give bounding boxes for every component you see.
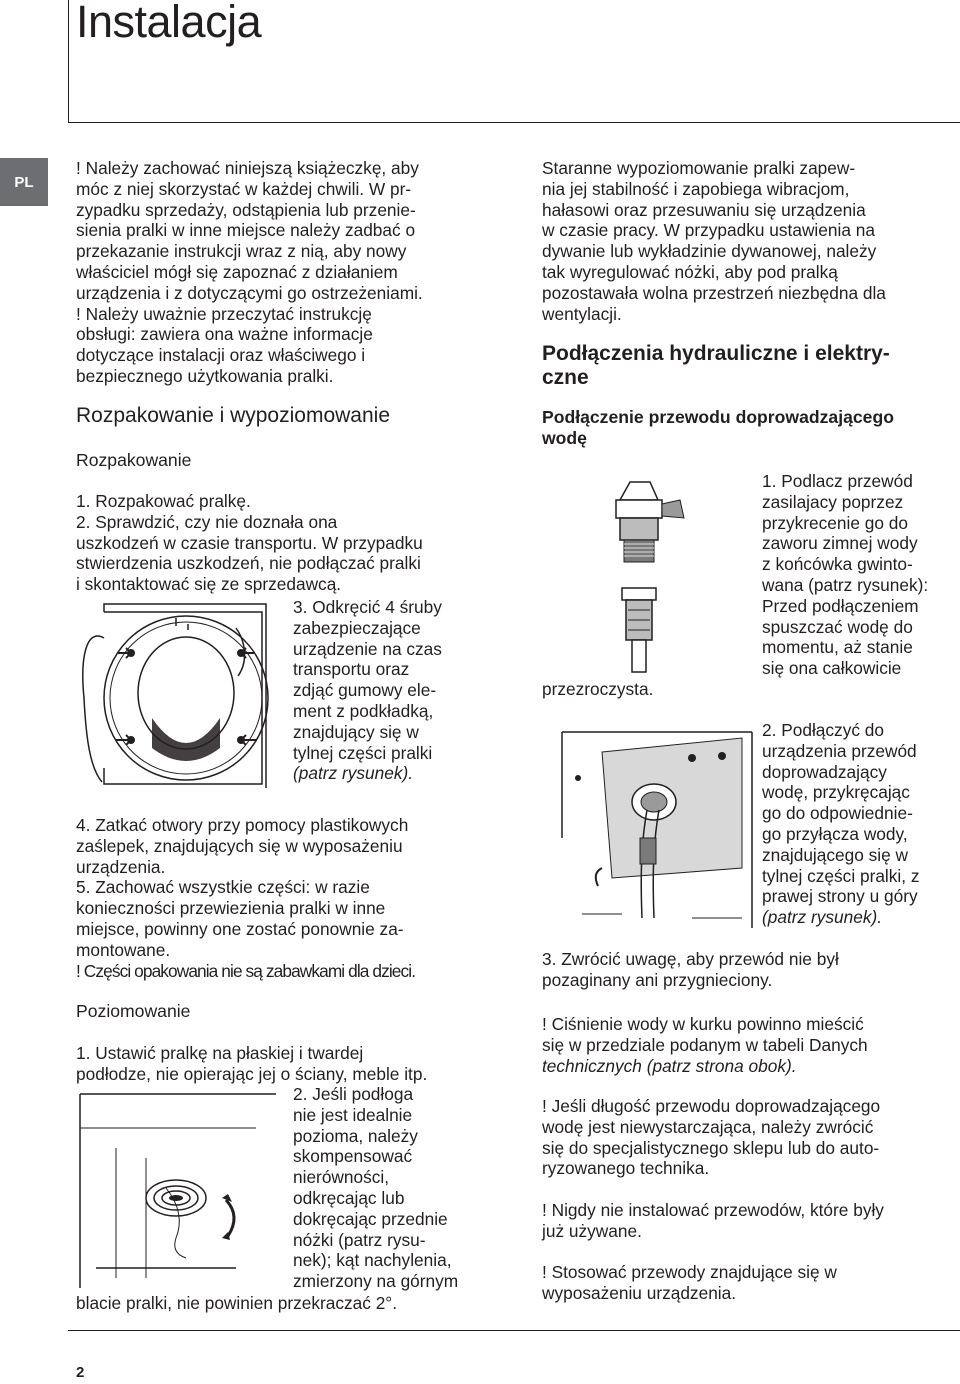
- text-line: nierówności,: [293, 1167, 390, 1188]
- text-line: konieczności przewiezienia pralki w inne: [76, 898, 386, 919]
- text-line: technicznych (patrz strona obok).: [542, 1055, 797, 1076]
- footer-rule: [68, 1330, 960, 1331]
- text-line: nie jest idealnie: [293, 1104, 413, 1125]
- text-line: wentylacji.: [542, 303, 622, 324]
- text-line: 4. Zatkać otwory przy pomocy plastikowych: [76, 815, 409, 835]
- text-line: pozaginany ani przygnieciony.: [542, 969, 773, 990]
- text-line: transportu oraz: [293, 659, 410, 680]
- level-step2-last-line: blacie pralki, nie powinien przekraczać 2°.: [76, 1293, 398, 1313]
- text-line: skompensować: [293, 1146, 413, 1167]
- text-line: urządzenia.: [76, 856, 166, 877]
- leveling-foot-illustration: [76, 1088, 286, 1293]
- hose-step1: [762, 471, 960, 679]
- text-line: z końcówka gwinto-: [762, 554, 913, 575]
- language-tab: PL: [0, 158, 48, 206]
- text-line: nek); kąt nachylenia,: [293, 1250, 452, 1271]
- text-line: ! Ciśnienie wody w kurku powinno mieścić: [542, 1014, 864, 1034]
- page-number: 2: [76, 1364, 85, 1381]
- text-line: 2. Sprawdzić, czy nie doznała ona: [76, 511, 338, 532]
- text-line: wyposażeniu urządzenia.: [542, 1282, 737, 1303]
- text-line: wodę, przykręcając: [762, 782, 910, 803]
- text-line: zaworu zimnej wody: [762, 533, 918, 554]
- text-line: 3. Zwrócić uwagę, aby przewód nie był: [542, 949, 839, 969]
- text-line: już używane.: [542, 1220, 642, 1241]
- heading-line: czne: [542, 366, 589, 389]
- page-title: Instalacja: [76, 0, 262, 47]
- heading-line: wodę: [542, 428, 587, 448]
- text-line: uszkodzeń w czasie transportu. W przypadku: [76, 532, 423, 553]
- text-line: 1. Rozpakować pralkę.: [76, 491, 251, 511]
- text-line: montowane.: [76, 939, 171, 960]
- subheading-level: Poziomowanie: [76, 1001, 191, 1021]
- text-line: Staranne wypoziomowanie pralki zapew-: [542, 158, 856, 178]
- text-line: (patrz rysunek).: [293, 763, 414, 784]
- text-line: ! Stosować przewody znajdujące się w: [542, 1262, 837, 1282]
- text-line: urządzenia przewód: [762, 740, 917, 761]
- text-line: ment z podkładką,: [293, 700, 434, 721]
- text-line: 1. Podlacz przewód: [762, 471, 913, 491]
- intro-text: [76, 158, 496, 387]
- text-line: nóżki (patrz rysu-: [293, 1229, 426, 1250]
- heading-line: Podłączenia hydrauliczne i elektry-: [542, 342, 890, 365]
- text-line: się w przedziale podanym w tabeli Danych: [542, 1034, 868, 1055]
- text-line: znajdujący się w: [293, 721, 419, 742]
- unpack-step3: [293, 597, 493, 784]
- text-line: momentu, aż stanie: [762, 637, 913, 658]
- tap-hose-illustration: [580, 464, 700, 674]
- text-line: go przyłącza wody,: [762, 823, 908, 844]
- warning-water-pressure: [542, 1014, 960, 1076]
- text-line: zdjąć gumowy ele-: [293, 680, 437, 701]
- hose-step1-last-line: przezroczysta.: [542, 679, 654, 699]
- text-line: zasilajacy poprzez: [762, 491, 904, 512]
- hose-step3: [542, 949, 960, 991]
- text-line: sienia pralki w inne miejsce należy zadbać o: [76, 220, 416, 241]
- text-line: zypadku sprzedaży, odstąpienia lub przenie-: [76, 199, 416, 220]
- section-heading-unpack-level: Rozpakowanie i wypoziomowanie: [76, 404, 390, 427]
- warning-supplied-hoses: [542, 1262, 960, 1304]
- text-line: ! Należy zachować niniejszą książeczkę, aby: [76, 158, 419, 178]
- text-line: znajdującego się w: [762, 844, 909, 865]
- text-line: spuszczać wodę do: [762, 616, 913, 637]
- text-line: 1. Ustawić pralkę na płaskiej i twardej: [76, 1043, 364, 1063]
- text-line: wana (patrz rysunek):: [762, 574, 929, 595]
- text-line: stwierdzenia uszkodzeń, nie podłączać pralki: [76, 553, 421, 574]
- text-line: ryzowanego technika.: [542, 1158, 710, 1179]
- text-line: móc z niej skorzystać w każdej chwili. W pr-: [76, 178, 412, 199]
- text-line: (patrz rysunek).: [762, 907, 883, 928]
- text-line: 5. Zachować wszystkie części: w razie: [76, 877, 370, 898]
- text-line: przykrecenie go do: [762, 512, 909, 533]
- warning-used-hoses: [542, 1200, 960, 1242]
- text-line: hałasowi oraz przesuwaniu się urządzenia: [542, 199, 866, 220]
- text-line: prawej strony u góry: [762, 886, 918, 907]
- heading-line: Podłączenie przewodu doprowadzającego: [542, 407, 894, 427]
- text-line: podłodze, nie opierając jej o ściany, meble itp.: [76, 1063, 428, 1084]
- leveling-intro: [542, 158, 960, 324]
- text-line: dotyczące instalacji oraz właściwego i: [76, 345, 366, 366]
- hose-step2: [762, 720, 960, 928]
- text-line: tak wyregulować nóżki, aby pod pralką: [542, 261, 838, 282]
- text-line: zmierzony na górnym: [293, 1271, 459, 1292]
- section-heading-hydraulic: [542, 342, 960, 390]
- text-line: nia jej stabilność i zapobiega wibracjom,: [542, 178, 850, 199]
- text-line: tylnej części pralki: [293, 742, 433, 763]
- text-line: urządzenia i z dotyczącymi go ostrzeżeniami.: [76, 282, 423, 303]
- text-line: się ona całkowicie: [762, 658, 902, 679]
- hose-connection-illustration: [542, 718, 754, 930]
- text-line: wodę jest niewystarczająca, należy zwrócić: [542, 1116, 874, 1137]
- text-line: 3. Odkręcić 4 śruby: [293, 597, 442, 617]
- text-line: ! Należy uważnie przeczytać instrukcję: [76, 303, 372, 324]
- text-line: zabezpieczające: [293, 617, 421, 638]
- text-line: doprowadzający: [762, 761, 887, 782]
- text-line: miejsce, powinny one zostać ponownie za-: [76, 918, 404, 939]
- text-line: pozioma, należy: [293, 1125, 418, 1146]
- level-step1: [76, 1043, 506, 1085]
- text-line: dywanie lub wykładzinie dywanowej, należy: [542, 241, 877, 262]
- unpack-steps: [76, 491, 496, 595]
- text-line: dokręcając przednie: [293, 1208, 448, 1229]
- unpack-steps-4-5: [76, 815, 496, 981]
- text-line: 2. Podłączyć do: [762, 720, 884, 740]
- subheading-unpack: Rozpakowanie: [76, 450, 192, 470]
- text-line: się do specjalistycznego sklepu lub do auto-: [542, 1137, 880, 1158]
- text-line: w czasie pracy. W przypadku ustawienia na: [542, 220, 875, 241]
- text-line: właściciel mógł się zapoznać z działaniem: [76, 261, 398, 282]
- warning-packaging: ! Części opakowania nie są zabawkami dla dzieci.: [76, 960, 416, 981]
- text-line: zaślepek, znajdujących się w wyposażeniu: [76, 835, 403, 856]
- subheading-hose: [542, 407, 960, 449]
- header-horizontal-rule: [68, 122, 960, 123]
- text-line: przekazanie instrukcji wraz z nią, aby nowy: [76, 241, 407, 262]
- machine-back-illustration: [76, 598, 288, 804]
- text-line: obsługi: zawiera ona ważne informacje: [76, 324, 373, 345]
- text-line: go do odpowiednie-: [762, 803, 913, 824]
- text-line: urządzenie na czas: [293, 638, 442, 659]
- text-line: bezpiecznego użytkowania pralki.: [76, 365, 334, 386]
- text-line: Przed podłączeniem: [762, 595, 919, 616]
- warning-hose-length: [542, 1096, 960, 1179]
- header-vertical-rule: [68, 0, 69, 122]
- text-line: i skontaktować się ze sprzedawcą.: [76, 574, 342, 595]
- text-line: odkręcając lub: [293, 1187, 405, 1208]
- text-line: pozostawała wolna przestrzeń niezbędna dla: [542, 282, 886, 303]
- text-line: ! Nigdy nie instalować przewodów, które były: [542, 1200, 884, 1220]
- text-line: tylnej części pralki, z: [762, 865, 920, 886]
- text-line: 2. Jeśli podłoga: [293, 1084, 414, 1104]
- level-step2: [293, 1084, 503, 1292]
- text-line: ! Jeśli długość przewodu doprowadzającego: [542, 1096, 881, 1116]
